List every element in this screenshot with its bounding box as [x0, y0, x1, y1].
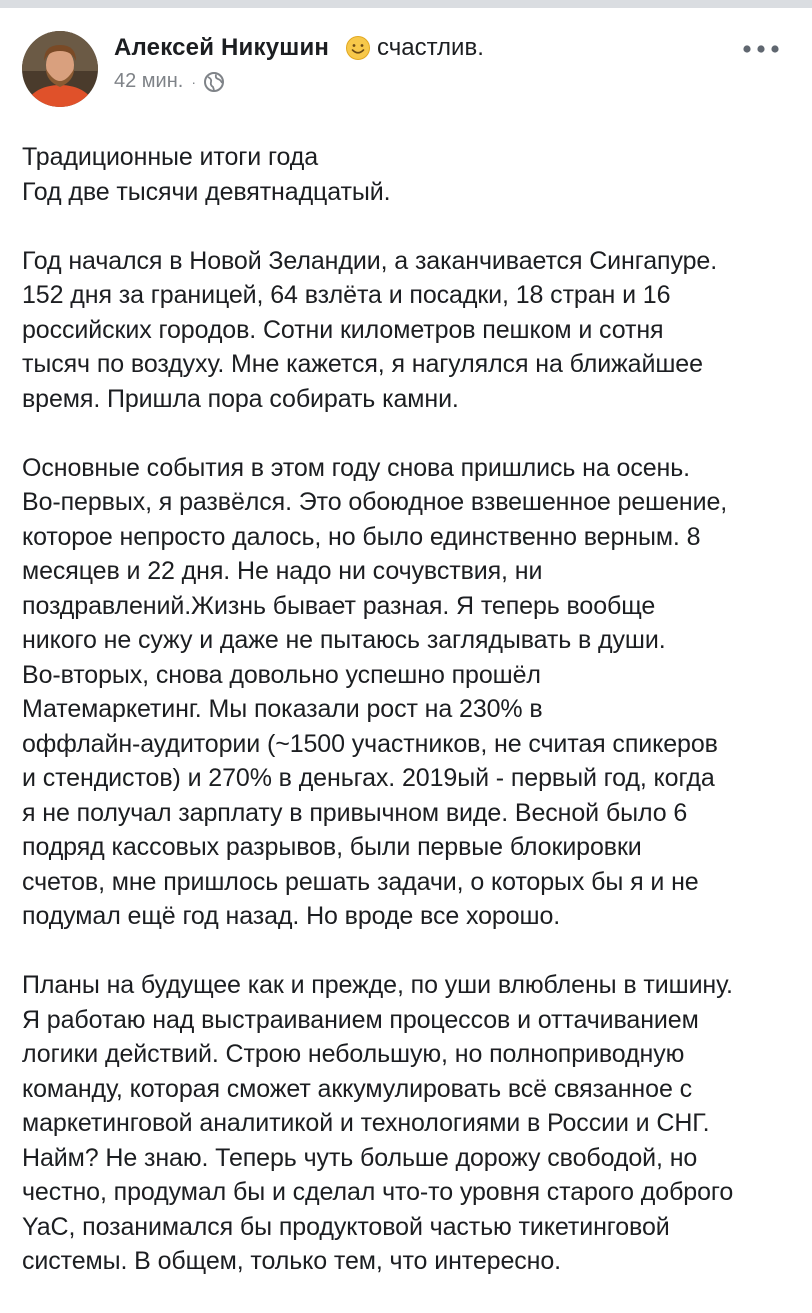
post-meta [114, 70, 225, 93]
post-text-line: команду, которая сможет аккумулировать всё связанное с [22, 1074, 692, 1103]
post-text-line: Во-первых, я развёлся. Это обоюдное взвешенное решение, [22, 488, 728, 516]
post-timestamp[interactable]: 42 мин. [114, 70, 184, 92]
post-text-line: Основные события в этом году снова пришлись на осень. [22, 453, 691, 482]
post-paragraph [22, 140, 802, 209]
feeling-label: счастлив. [377, 34, 484, 61]
post-text-line: честно, продумал бы и сделал что-то уровня старого доброго [22, 1178, 734, 1206]
post-text-line: Во-вторых, снова довольно успешно прошёл [22, 660, 541, 689]
avatar[interactable] [22, 31, 98, 107]
post-text-line: Год начался в Новой Зеландии, а заканчивается Сингапуре. [22, 246, 718, 275]
post-text-line: никого не сужу и даже не пытаюсь заглядывать в души. [22, 626, 666, 654]
post-paragraph [22, 244, 802, 417]
post-text-line: маркетинговой аналитикой и технологиями в России и СНГ. [22, 1109, 710, 1137]
post-text-line: месяцев и 22 дня. Не надо ни сочувствия, ни [22, 557, 543, 585]
post-text-line: Матемаркетинг. Мы показали рост на 230% в [22, 695, 543, 723]
post-body [22, 140, 802, 1313]
post-text-line: Я работаю над выстраиванием процессов и оттачиванием [22, 1005, 699, 1034]
post-text-line: 152 дня за границей, 64 взлёта и посадки, 18 стран и 16 [22, 281, 671, 309]
post-card [0, 8, 812, 1280]
post-text-line: поздравлений.Жизнь бывает разная. Я теперь вообще [22, 591, 656, 620]
post-text-line: и стендистов) и 270% в деньгах. 2019ый - первый год, когда [22, 764, 715, 792]
avatar-photo [22, 31, 98, 107]
post-text-line: Традиционные итоги года [22, 143, 319, 171]
meta-separator: · [191, 73, 196, 90]
top-divider [0, 0, 812, 8]
post-text-line: системы. В общем, только тем, что интересно. [22, 1247, 562, 1275]
post-text-line: Найм? Не знаю. Теперь чуть больше дорожу свободой, но [22, 1143, 698, 1172]
post-text-line: которое непросто далось, но было единственно верным. 8 [22, 522, 701, 551]
smiling-face-icon [345, 35, 371, 61]
post-text-line: оффлайн-аудитории (~1500 участников, не считая спикеров [22, 729, 718, 758]
post-text-line: тысяч по воздуху. Мне кажется, я нагулялся на ближайшее [22, 350, 703, 378]
post-text-line: YaC, позанимался бы продуктовой частью тикетинговой [22, 1212, 670, 1241]
author-name[interactable]: Алексей Никушин [114, 34, 330, 61]
more-options-icon[interactable] [741, 42, 781, 56]
post-text-line: я не получал зарплату в привычном виде. Весной было 6 [22, 798, 688, 827]
post-paragraph [22, 968, 802, 1279]
post-text-line: российских городов. Сотни километров пешком и сотня [22, 315, 664, 344]
post-paragraph [22, 451, 802, 934]
post-text-line: счетов, мне пришлось решать задачи, о которых бы я и не [22, 867, 699, 896]
post-text-line: подряд кассовых разрывов, были первые блокировки [22, 833, 642, 861]
feeling-status [345, 34, 484, 62]
post-text-line: время. Пришла пора собирать камни. [22, 384, 459, 413]
post-text-line: логики действий. Строю небольшую, но полноприводную [22, 1040, 685, 1068]
post-text-line: Планы на будущее как и прежде, по уши влюблены в тишину. [22, 971, 733, 999]
post-text-line: Год две тысячи девятнадцатый. [22, 177, 391, 206]
globe-icon[interactable] [203, 71, 225, 93]
post-text-line: подумал ещё год назад. Но вроде все хорошо. [22, 902, 561, 930]
